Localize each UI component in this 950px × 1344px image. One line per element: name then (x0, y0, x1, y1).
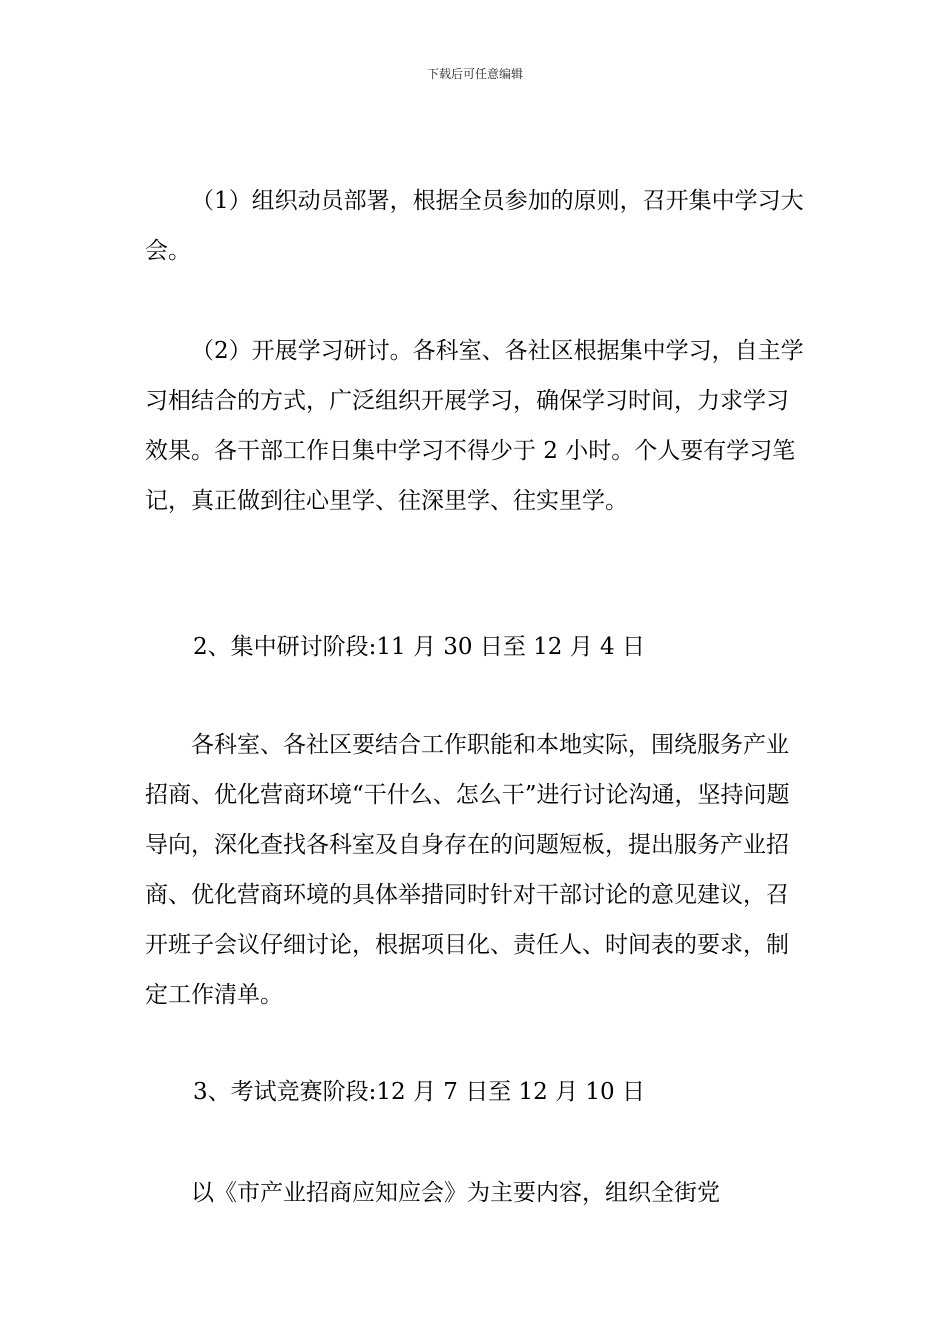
paragraph-stage-2-content: 各科室、各社区要结合工作职能和本地实际，围绕服务产业招商、优化营商环境“干什么、怎么干”进行讨论沟通，坚持问题导向，深化查找各科室及自身存在的问题短板，提出服务产业招商、优化营商环境的具体举措同时针对干部讨论的意见建议，召开班子会议仔细讨论，根据项目化、责任人、时间表的要求，制定工作清单。 (145, 732, 790, 1008)
paragraph-stage-3-content: 以《市产业招商应知应会》为主要内容，组织全街党 (191, 1180, 720, 1206)
page-header: 下载后可任意编辑 (426, 67, 523, 81)
paragraph-organize-mobilize: （1）组织动员部署，根据全员参加的原则，召开集中学习大会。 (145, 188, 804, 264)
section-heading-stage-2: 2、集中研讨阶段:11 月 30 日至 12 月 4 日 (193, 634, 645, 660)
section-heading-stage-3: 3、考试竞赛阶段:12 月 7 日至 12 月 10 日 (193, 1079, 645, 1105)
paragraph-study-discussion: （2）开展学习研讨。各科室、各社区根据集中学习，自主学习相结合的方式，广泛组织开展学习，确保学习时间，力求学习效果。各干部工作日集中学习不得少于 2 小时。个人要有学习笔记，真正做到往心里学、往深里学、往实里学。 (145, 338, 804, 514)
